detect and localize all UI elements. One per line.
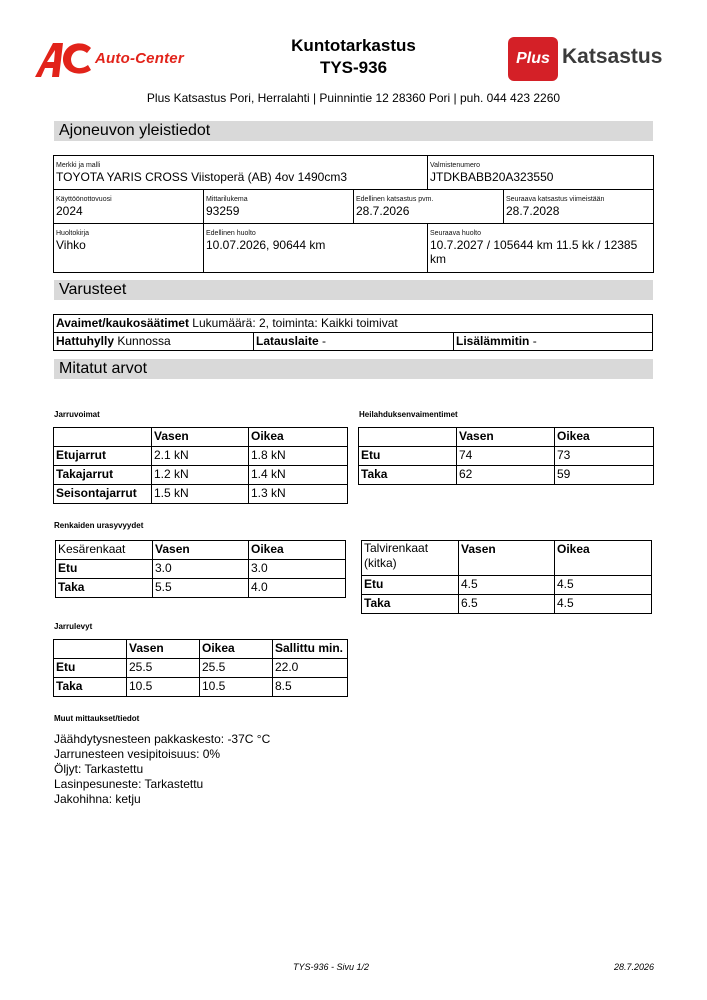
other-line: Jakohihna: ketju	[54, 792, 141, 806]
title-line-2: TYS-936	[319, 58, 388, 77]
footer-date: 28.7.2026	[614, 962, 655, 972]
brakes-table	[53, 427, 348, 504]
shocks-col-left: Vasen	[457, 428, 555, 447]
make-label: Merkki ja malli	[56, 162, 101, 169]
keys-cell	[54, 315, 398, 332]
table-row	[362, 576, 652, 595]
next-service-value-line2: km	[430, 252, 446, 266]
auto-center-text: Auto-Center	[95, 50, 184, 67]
other-title: Muut mittaukset/tiedot	[54, 714, 140, 723]
cell-left: 10.5	[127, 678, 200, 697]
other-line: Öljyt: Tarkastettu	[54, 762, 144, 776]
make-value: TOYOTA YARIS CROSS Viistoperä (AB) 4ov 1490cm3	[56, 170, 348, 184]
footer-page: TYS-936 - Sivu 1/2	[293, 962, 370, 972]
last-inspection-cell	[354, 190, 504, 224]
station-address: Plus Katsastus Pori, Herralahti | Puinnintie 12 28360 Pori | puh. 044 423 2260	[146, 91, 561, 105]
discs-col-min: Sallittu min.	[273, 640, 348, 659]
shocks-header-row	[359, 428, 654, 447]
cell-left: 6.5	[459, 595, 555, 614]
last-inspection-value: 28.7.2026	[356, 204, 410, 218]
row-label: Etu	[362, 576, 459, 595]
cell-right: 4.5	[555, 576, 652, 595]
title-line-1: Kuntotarkastus	[291, 36, 416, 55]
cell-right: 4.0	[249, 579, 346, 598]
cell-min: 22.0	[273, 659, 348, 678]
table-row	[56, 560, 346, 579]
table-row	[56, 579, 346, 598]
shocks-title: Heilahduksenvaimentimet	[359, 410, 458, 419]
document-title	[250, 35, 457, 79]
cell-left: 2.1 kN	[152, 447, 249, 466]
row-label: Etujarrut	[54, 447, 152, 466]
vin-label: Valmistenumero	[430, 162, 481, 169]
discs-corner	[54, 640, 127, 659]
plus-katsastus-logo	[508, 37, 673, 81]
next-service-cell	[428, 224, 653, 272]
winter-head-line2: (kitka)	[364, 556, 397, 570]
brakes-col-left: Vasen	[152, 428, 249, 447]
hat-shelf-cell	[54, 333, 254, 350]
winter-tires-table	[361, 540, 652, 614]
cell-right: 1.8 kN	[249, 447, 348, 466]
summer-tires-table	[55, 540, 346, 598]
next-service-value-line1: 10.7.2027 / 105644 km 11.5 kk / 12385	[430, 238, 638, 252]
cell-left: 3.0	[153, 560, 249, 579]
section-measured-heading: Mitatut arvot	[54, 359, 653, 379]
equipment-row-2	[53, 332, 653, 351]
heater-cell	[454, 333, 537, 350]
odometer-label: Mittarilukema	[206, 196, 248, 203]
servicebook-cell	[54, 224, 204, 272]
brakes-header-row	[54, 428, 348, 447]
cell-right: 4.5	[555, 595, 652, 614]
next-inspection-label: Seuraava katsastus viimeistään	[506, 196, 605, 203]
row-label: Seisontajarrut	[54, 485, 152, 504]
summer-col-left: Vasen	[153, 541, 249, 560]
keys-value: Lukumäärä: 2, toiminta: Kaikki toimivat	[192, 316, 398, 330]
other-line: Lasinpesuneste: Tarkastettu	[54, 777, 204, 791]
cell-left: 74	[457, 447, 555, 466]
cell-left: 1.5 kN	[152, 485, 249, 504]
last-service-label: Edellinen huolto	[206, 230, 256, 237]
winter-head-line1: Talvirenkaat	[364, 541, 429, 555]
cell-right: 73	[555, 447, 654, 466]
cell-right: 59	[555, 466, 654, 485]
other-line: Jäähdytysnesteen pakkaskesto: -37C °C	[54, 732, 271, 746]
summer-head: Kesärenkaat	[56, 541, 153, 560]
discs-col-right: Oikea	[200, 640, 273, 659]
odometer-value: 93259	[206, 204, 240, 218]
heater-value: -	[532, 334, 537, 348]
cell-left: 1.2 kN	[152, 466, 249, 485]
tires-title: Renkaiden urasyvyydet	[54, 521, 144, 530]
last-service-cell	[204, 224, 428, 272]
next-inspection-value: 28.7.2028	[506, 204, 560, 218]
winter-head	[362, 541, 459, 576]
heater-label: Lisälämmitin	[456, 334, 530, 348]
cell-right: 10.5	[200, 678, 273, 697]
other-measurements	[54, 732, 270, 807]
winter-header-row	[362, 541, 652, 576]
row-label: Takajarrut	[54, 466, 152, 485]
shocks-col-right: Oikea	[555, 428, 654, 447]
last-inspection-label: Edellinen katsastus pvm.	[356, 196, 434, 203]
year-label: Käyttöönottovuosi	[56, 196, 112, 203]
charger-value: -	[322, 334, 327, 348]
winter-col-right: Oikea	[555, 541, 652, 576]
summer-header-row	[56, 541, 346, 560]
winter-col-left: Vasen	[459, 541, 555, 576]
summer-col-right: Oikea	[249, 541, 346, 560]
other-line: Jarrunesteen vesipitoisuus: 0%	[54, 747, 221, 761]
auto-center-logo	[33, 40, 205, 80]
last-service-value: 10.07.2026, 90644 km	[206, 238, 326, 252]
cell-min: 8.5	[273, 678, 348, 697]
table-row	[54, 485, 348, 504]
next-service-label: Seuraava huolto	[430, 230, 481, 237]
plus-badge: Plus	[508, 37, 558, 81]
table-row	[54, 447, 348, 466]
discs-table	[53, 639, 348, 697]
table-row	[362, 595, 652, 614]
hat-shelf-label: Hattuhylly	[56, 334, 115, 348]
table-row	[359, 466, 654, 485]
discs-col-left: Vasen	[127, 640, 200, 659]
brakes-title: Jarruvoimat	[54, 410, 100, 419]
table-row	[54, 659, 348, 678]
table-row	[359, 447, 654, 466]
discs-title: Jarrulevyt	[54, 622, 93, 631]
row-label: Taka	[54, 678, 127, 697]
cell-right: 3.0	[249, 560, 346, 579]
next-inspection-cell	[504, 190, 653, 224]
shocks-table	[358, 427, 654, 485]
charger-cell	[254, 333, 454, 350]
cell-right: 1.4 kN	[249, 466, 348, 485]
servicebook-label: Huoltokirja	[56, 230, 90, 237]
section-equipment-heading: Varusteet	[54, 280, 653, 300]
discs-header-row	[54, 640, 348, 659]
odometer-cell	[204, 190, 354, 224]
keys-row	[53, 314, 653, 333]
brakes-corner	[54, 428, 152, 447]
cell-left: 25.5	[127, 659, 200, 678]
section-general-heading: Ajoneuvon yleistiedot	[54, 121, 653, 141]
row-label: Taka	[359, 466, 457, 485]
hat-shelf-value: Kunnossa	[117, 334, 171, 348]
charger-label: Latauslaite	[256, 334, 319, 348]
row-label: Etu	[54, 659, 127, 678]
katsastus-text: Katsastus	[562, 45, 663, 68]
cell-right: 1.3 kN	[249, 485, 348, 504]
row-label: Etu	[56, 560, 153, 579]
shocks-corner	[359, 428, 457, 447]
row-label: Etu	[359, 447, 457, 466]
year-value: 2024	[56, 204, 83, 218]
cell-left: 62	[457, 466, 555, 485]
vin-value: JTDKBABB20A323550	[430, 170, 554, 184]
vin-cell	[428, 156, 653, 190]
cell-right: 25.5	[200, 659, 273, 678]
row-label: Taka	[362, 595, 459, 614]
table-row	[54, 466, 348, 485]
cell-left: 4.5	[459, 576, 555, 595]
brakes-col-right: Oikea	[249, 428, 348, 447]
row-label: Taka	[56, 579, 153, 598]
keys-label: Avaimet/kaukosäätimet	[56, 316, 189, 330]
servicebook-value: Vihko	[56, 238, 86, 252]
cell-left: 5.5	[153, 579, 249, 598]
year-cell	[54, 190, 204, 224]
make-cell	[54, 156, 428, 190]
vehicle-info-grid	[53, 155, 654, 273]
ac-logo-icon	[33, 40, 93, 80]
table-row	[54, 678, 348, 697]
